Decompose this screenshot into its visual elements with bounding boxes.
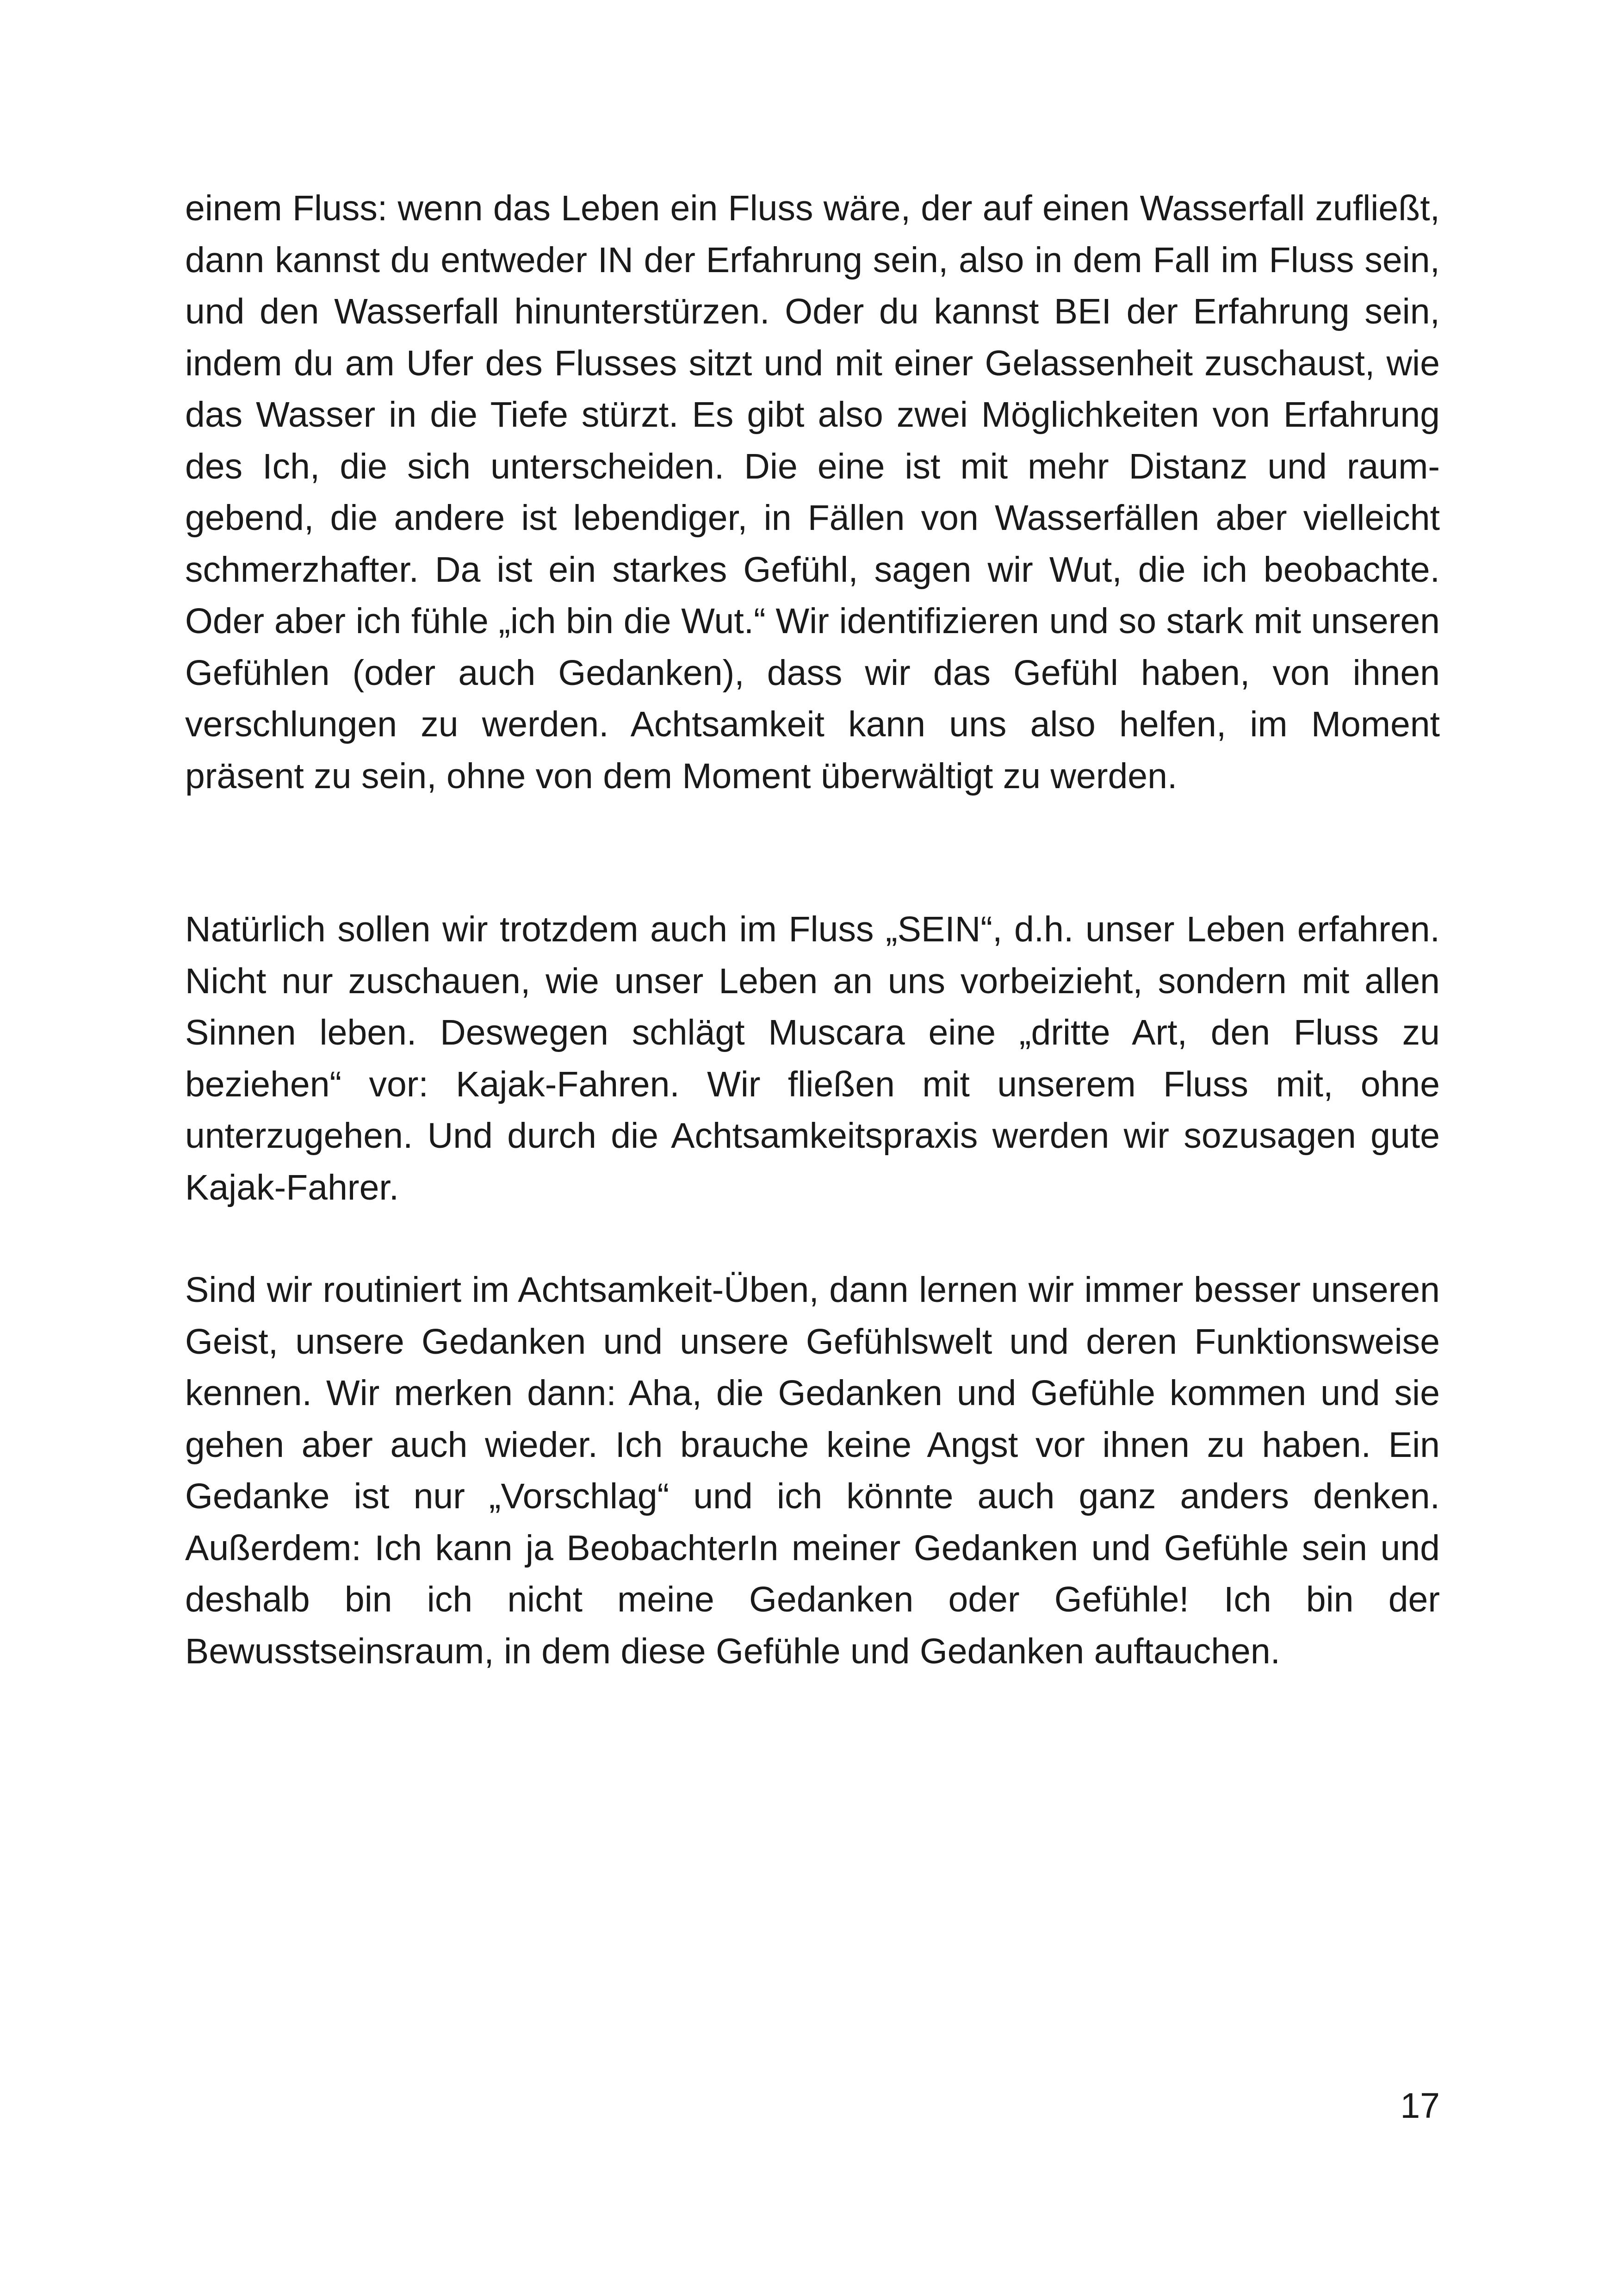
page-number: 17	[1400, 2086, 1440, 2126]
body-paragraph-3: Sind wir routiniert im Achtsamkeit-Üben, dann lernen wir immer besser unseren Geist, unsere Gedanken und unsere Gefühlswelt und deren Funktionsweise kennen. Wir merken dann: Aha, die Gedanken und Gefühle kommen und sie gehen aber auch wieder. Ich brauche keine Angst vor ihnen zu haben. Ein Gedanke ist nur „Vorschlag“ und ich könnte auch ganz anders denken. Außerdem: Ich kann ja BeobachterIn meiner Gedanken und Gefühle sein und deshalb bin ich nicht meine Gedanken oder Gefühle! Ich bin der Bewusstseinsraum, in dem diese Gefühle und Gedanken auftauchen.	[185, 1270, 1440, 1671]
body-paragraph-2: Natürlich sollen wir trotzdem auch im Fluss „SEIN“, d.h. unser Leben erfahren. Nicht nur zuschauen, wie unser Leben an uns vorbeizieht, sondern mit allen Sinnen leben. Deswegen schlägt Muscara eine „dritte Art, den Fluss zu beziehen“ vor: Kajak-Fahren. Wir fließen mit unserem Fluss mit, ohne unterzugehen. Und durch die Achtsamkeitspraxis werden wir sozusagen gute Kajak-Fahrer.	[185, 909, 1440, 1207]
body-paragraph-1: einem Fluss: wenn das Leben ein Fluss wäre, der auf einen Wasserfall zufließt, dann kannst du entweder IN der Erfahrung sein, also in dem Fall im Fluss sein, und den Wasserfall hinunterstürzen. Oder du kannst BEI der Erfahrung sein, indem du am Ufer des Flusses sitzt und mit einer Gelassenheit zuschaust, wie das Wasser in die Tiefe stürzt. Es gibt also zwei Möglichkeiten von Erfahrung des Ich, die sich unterscheiden. Die eine ist mit mehr Distanz und raum-gebend, die andere ist lebendiger, in Fällen von Wasserfällen aber vielleicht schmerzhafter. Da ist ein starkes Gefühl, sagen wir Wut, die ich beobachte. Oder aber ich fühle „ich bin die Wut.“ Wir identifizieren und so stark mit unseren Gefühlen (oder auch Gedanken), dass wir das Gefühl haben, von ihnen verschlungen zu werden. Achtsamkeit kann uns also helfen, im Moment präsent zu sein, ohne von dem Moment überwältigt zu werden.	[185, 188, 1440, 796]
